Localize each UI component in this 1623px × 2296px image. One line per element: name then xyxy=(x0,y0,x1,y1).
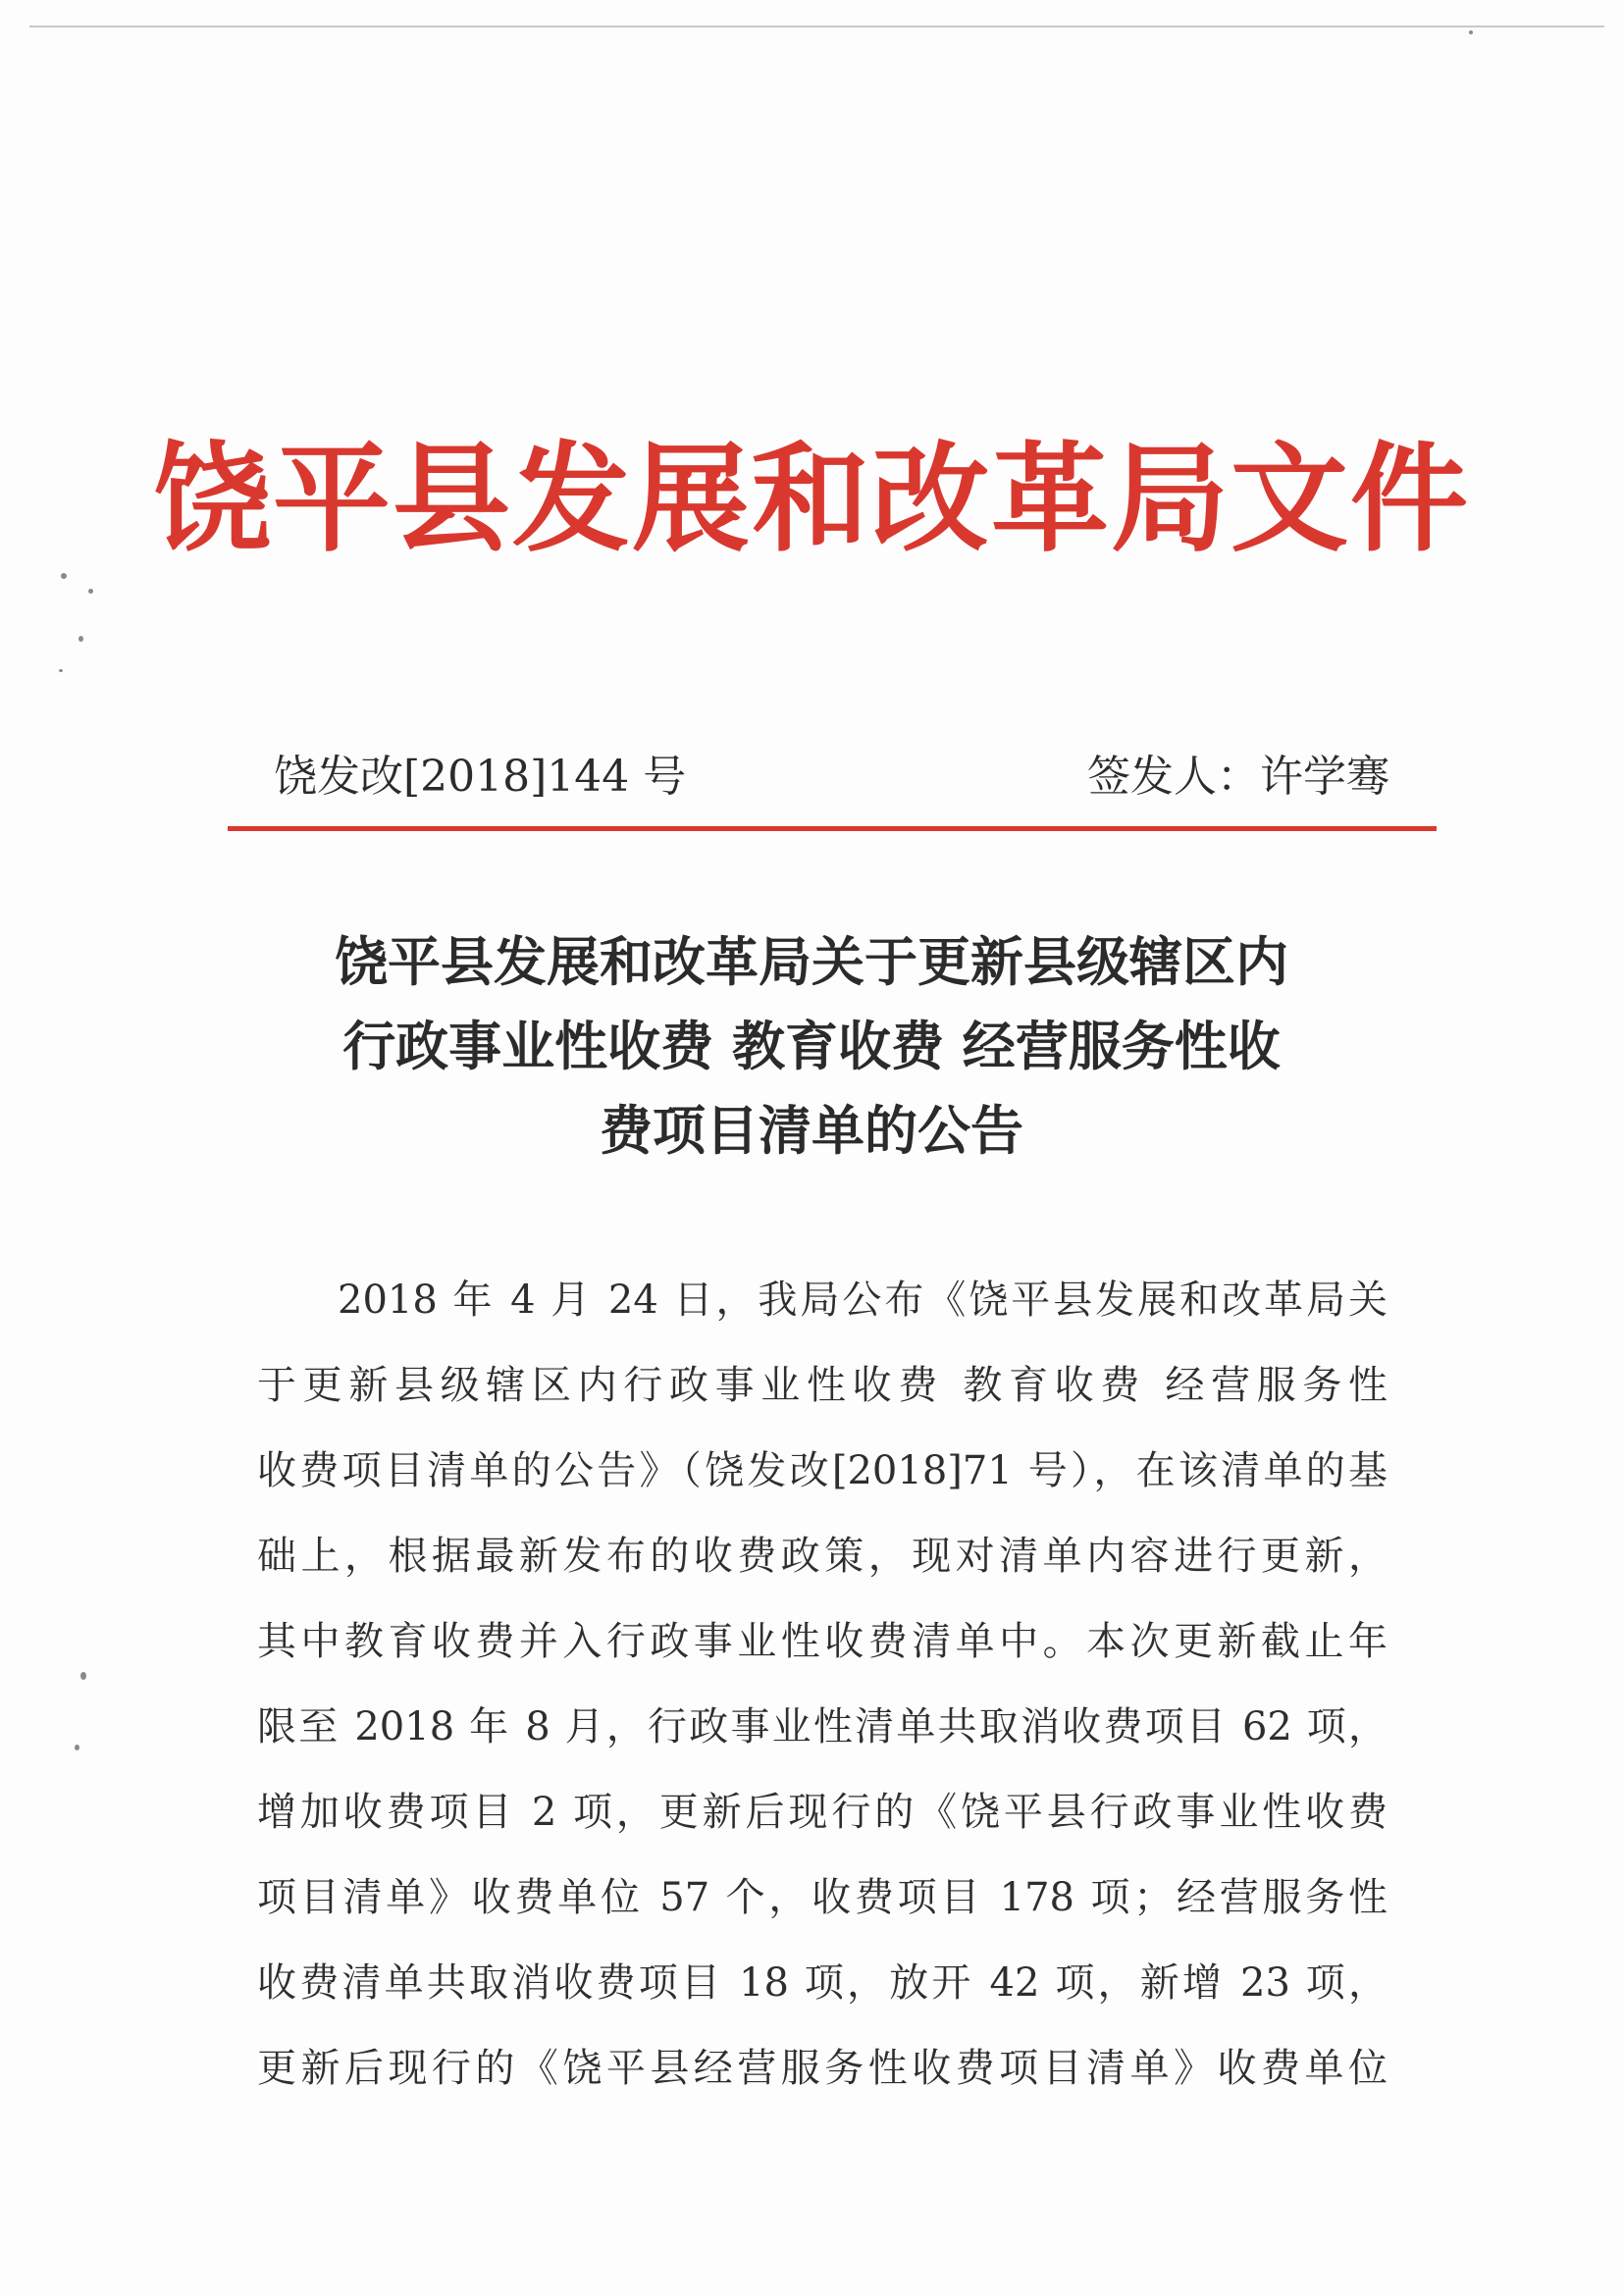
scan-speck xyxy=(75,1745,79,1750)
body-line: 收费清单共取消收费项目 18 项，放开 42 项，新增 23 项， xyxy=(257,1960,1387,2006)
notice-title xyxy=(245,920,1378,1174)
scan-speck xyxy=(79,636,83,642)
scan-speck xyxy=(1469,30,1473,34)
body-line: 项目清单》收费单位 57 个，收费项目 178 项；经营服务性 xyxy=(257,1875,1387,1920)
body-line: 2018 年 4 月 24 日，我局公布《饶平县发展和改革局关 xyxy=(338,1278,1387,1323)
scan-speck xyxy=(88,589,93,594)
document-number: 饶发改[2018]144 号 xyxy=(274,752,687,802)
document-signer: 签发人：许学骞 xyxy=(1087,752,1389,802)
body-line: 收费项目清单的公告》（饶发改[2018]71 号），在该清单的基 xyxy=(257,1448,1387,1493)
body-line: 其中教育收费并入行政事业性收费清单中。本次更新截止年 xyxy=(257,1619,1387,1664)
scan-speck xyxy=(61,573,67,579)
body-line: 增加收费项目 2 项，更新后现行的《饶平县行政事业性收费 xyxy=(257,1790,1387,1835)
body-line: 于更新县级辖区内行政事业性收费 教育收费 经营服务性 xyxy=(257,1363,1387,1408)
body-line: 更新后现行的《饶平县经营服务性收费项目清单》收费单位 xyxy=(257,2046,1387,2091)
body-line: 础上，根据最新发布的收费政策，现对清单内容进行更新， xyxy=(257,1534,1387,1579)
notice-title-line: 饶平县发展和改革局关于更新县级辖区内 xyxy=(335,931,1288,993)
scan-speck xyxy=(80,1672,86,1680)
notice-title-line: 费项目清单的公告 xyxy=(600,1100,1023,1162)
header-red-rule xyxy=(228,826,1437,831)
document-header-title: 饶平县发展和改革局文件 xyxy=(153,432,1470,568)
scan-top-edge xyxy=(29,26,1604,27)
scan-speck xyxy=(59,669,63,672)
notice-body xyxy=(257,1258,1387,2112)
body-line: 限至 2018 年 8 月，行政事业性清单共取消收费项目 62 项， xyxy=(257,1704,1387,1749)
notice-title-line: 行政事业性收费 教育收费 经营服务性收 xyxy=(342,1016,1281,1077)
